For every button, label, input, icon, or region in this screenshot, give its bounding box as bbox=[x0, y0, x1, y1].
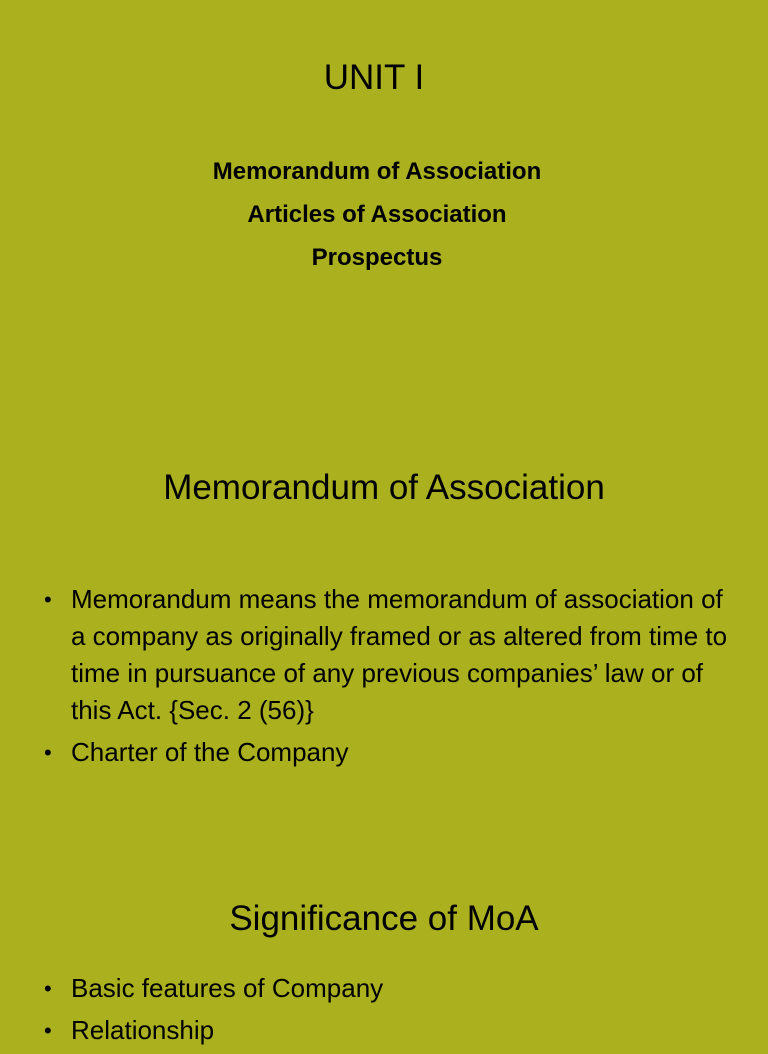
topic-item: Prospectus bbox=[311, 244, 443, 271]
bullet-icon: • bbox=[44, 740, 52, 765]
bullet-text: Basic features of Company bbox=[71, 973, 384, 1003]
topic-item: Memorandum of Association bbox=[212, 158, 542, 185]
unit-title: UNIT I bbox=[323, 58, 425, 97]
significance-bullet-list bbox=[44, 970, 744, 1054]
list-item bbox=[44, 581, 744, 729]
bullet-icon: • bbox=[44, 1018, 52, 1043]
list-item bbox=[44, 1012, 744, 1049]
moa-heading: Memorandum of Association bbox=[163, 468, 605, 507]
bullet-icon: • bbox=[44, 587, 52, 612]
list-item bbox=[44, 970, 744, 1007]
list-item bbox=[44, 734, 744, 771]
bullet-text: Relationship bbox=[71, 1015, 215, 1045]
topic-list bbox=[0, 155, 754, 284]
bullet-text: Memorandum means the memorandum of association of a company as originally framed or as altered from time to time in pursuance of any previous companies’ law or of this Act. {Sec. 2 (56)} bbox=[71, 584, 728, 725]
bullet-text: Charter of the Company bbox=[71, 737, 349, 767]
moa-bullet-list bbox=[44, 581, 744, 776]
significance-heading: Significance of MoA bbox=[229, 899, 539, 938]
bullet-icon: • bbox=[44, 976, 52, 1001]
topic-item: Articles of Association bbox=[247, 201, 507, 228]
